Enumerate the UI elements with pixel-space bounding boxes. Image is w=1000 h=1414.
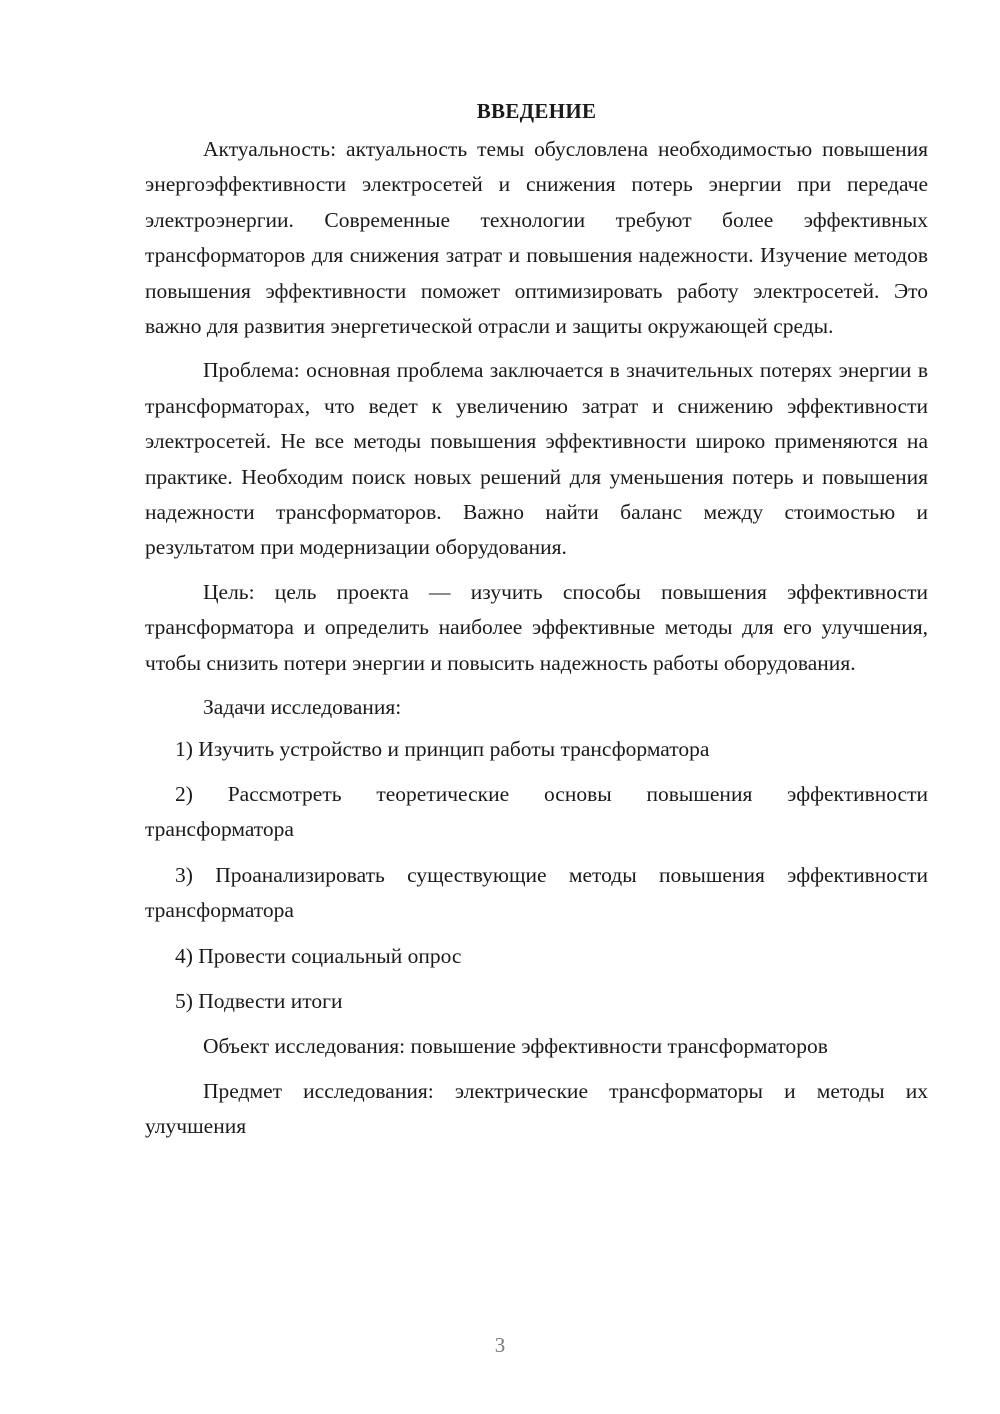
list-item: 2) Рассмотреть теоретические основы повышения эффективности трансформатора bbox=[145, 781, 928, 842]
goal-paragraph: Цель: цель проекта — изучить способы повышения эффективности трансформатора и определить наиболее эффективные методы для его улучшения, чтобы снизить потери энергии и повысить надежность работы оборудования. bbox=[145, 579, 928, 675]
tasks-list bbox=[145, 732, 928, 1020]
list-item: 3) Проанализировать существующие методы повышения эффективности трансформатора bbox=[145, 862, 928, 923]
list-item: 4) Провести социальный опрос bbox=[175, 943, 462, 968]
list-item: 1) Изучить устройство и принцип работы трансформатора bbox=[175, 736, 710, 761]
tasks-heading: Задачи исследования: bbox=[203, 695, 402, 720]
page-number: 3 bbox=[494, 1333, 506, 1357]
document-page bbox=[145, 96, 928, 1154]
problem-paragraph: Проблема: основная проблема заключается в значительных потерях энергии в трансформаторах, что ведет к увеличению затрат и снижению эффективности электросетей. Не все методы повышения эффективности широко применяются на практике. Необходим поиск новых решений для уменьшения потерь и повышения надежности трансформаторов. Важно найти баланс между стоимостью и результатом при модернизации оборудования. bbox=[145, 358, 928, 560]
object-paragraph: Объект исследования: повышение эффективности трансформаторов bbox=[203, 1034, 828, 1059]
list-item: 5) Подвести итоги bbox=[175, 988, 343, 1013]
relevance-paragraph: Актуальность: актуальность темы обусловлена необходимостью повышения энергоэффективности электросетей и снижения потерь энергии при передаче электроэнергии. Современные технологии требуют более эффективных трансформаторов для снижения затрат и повышения надежности. Изучение методов повышения эффективности поможет оптимизировать работу электросетей. Это важно для развития энергетической отрасли и защиты окружающей среды. bbox=[145, 137, 928, 339]
page-title: ВВЕДЕНИЕ bbox=[476, 99, 597, 123]
subject-paragraph: Предмет исследования: электрические трансформаторы и методы их улучшения bbox=[145, 1078, 928, 1139]
